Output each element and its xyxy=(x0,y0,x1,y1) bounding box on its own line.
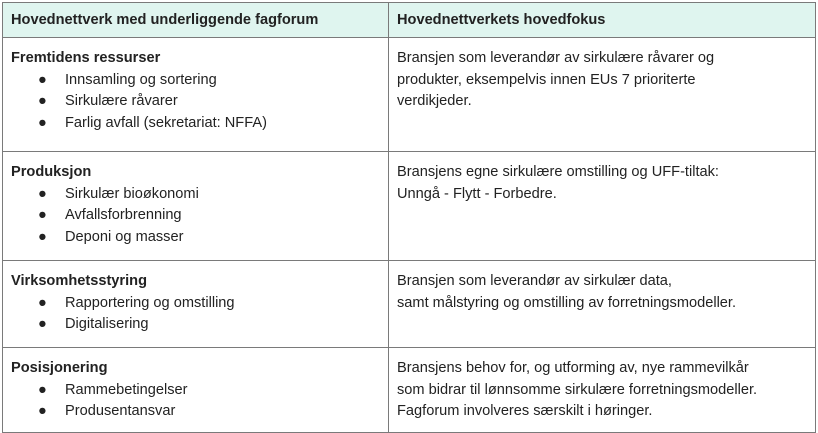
list-item xyxy=(11,70,380,92)
list-item xyxy=(11,227,380,249)
bullet-icon: ● xyxy=(38,185,47,202)
network-title: Fremtidens ressurser xyxy=(11,50,161,66)
table-row xyxy=(3,38,816,152)
network-table xyxy=(2,2,816,433)
forum-label: Rapportering og omstilling xyxy=(65,294,235,311)
forum-label: Sirkulære råvarer xyxy=(65,93,178,109)
bullet-icon: ● xyxy=(38,228,47,245)
network-title: Posisjonering xyxy=(11,360,108,376)
header-focus: Hovednettverkets hovedfokus xyxy=(389,3,816,38)
focus-text: Bransjen som leverandør av sirkulære råvarer og xyxy=(397,50,715,66)
list-item xyxy=(11,380,380,402)
network-title: Produksjon xyxy=(11,164,92,180)
table-row xyxy=(3,152,816,261)
focus-text: som bidrar til lønnsomme sirkulære forretningsmodeller. xyxy=(397,381,758,398)
bullet-icon: ● xyxy=(38,294,47,311)
network-cell xyxy=(3,261,389,348)
forum-label: Innsamling og sortering xyxy=(65,71,217,88)
network-title: Virksomhetsstyring xyxy=(11,273,147,289)
forum-label: Sirkulær bioøkonomi xyxy=(65,185,199,202)
focus-cell xyxy=(389,348,816,433)
bullet-icon: ● xyxy=(38,114,47,131)
focus-text: Bransjen som leverandør av sirkulær data, xyxy=(397,273,672,289)
table-row xyxy=(3,261,816,348)
forum-label: Digitalisering xyxy=(65,316,149,332)
list-item xyxy=(11,314,380,336)
forum-list xyxy=(11,184,380,249)
list-item xyxy=(11,91,380,113)
forum-label: Rammebetingelser xyxy=(65,381,188,398)
forum-list xyxy=(11,293,380,336)
list-item xyxy=(11,293,380,315)
focus-text: samt målstyring og omstilling av forretningsmodeller. xyxy=(397,294,737,311)
focus-text: Fagforum involveres særskilt i høringer. xyxy=(397,403,653,419)
forum-label: Avfallsforbrenning xyxy=(65,207,182,223)
network-cell xyxy=(3,38,389,152)
focus-text: Bransjens behov for, og utforming av, nye rammevilkår xyxy=(397,360,749,376)
bullet-icon: ● xyxy=(38,71,47,88)
focus-cell xyxy=(389,38,816,152)
table-row xyxy=(3,348,816,433)
list-item xyxy=(11,401,380,423)
bullet-icon: ● xyxy=(38,207,47,223)
focus-cell xyxy=(389,261,816,348)
focus-cell xyxy=(389,152,816,261)
bullet-icon: ● xyxy=(38,316,47,332)
forum-label: Deponi og masser xyxy=(65,228,184,245)
focus-text: Unngå - Flytt - Forbedre. xyxy=(397,185,557,202)
bullet-icon: ● xyxy=(38,381,47,398)
bullet-icon: ● xyxy=(38,403,47,419)
table-header-row xyxy=(3,3,816,38)
list-item xyxy=(11,184,380,206)
forum-label: Farlig avfall (sekretariat: NFFA) xyxy=(65,114,267,131)
focus-text: Bransjens egne sirkulære omstilling og UFF-tiltak: xyxy=(397,164,719,180)
forum-list xyxy=(11,70,380,135)
header-network: Hovednettverk med underliggende fagforum xyxy=(3,3,389,38)
focus-text: produkter, eksempelvis innen EUs 7 prioriterte xyxy=(397,71,696,88)
network-cell xyxy=(3,152,389,261)
forum-list xyxy=(11,380,380,423)
forum-label: Produsentansvar xyxy=(65,403,176,419)
list-item xyxy=(11,205,380,227)
bullet-icon: ● xyxy=(38,93,47,109)
list-item xyxy=(11,113,380,135)
focus-text: verdikjeder. xyxy=(397,93,472,109)
network-cell xyxy=(3,348,389,433)
